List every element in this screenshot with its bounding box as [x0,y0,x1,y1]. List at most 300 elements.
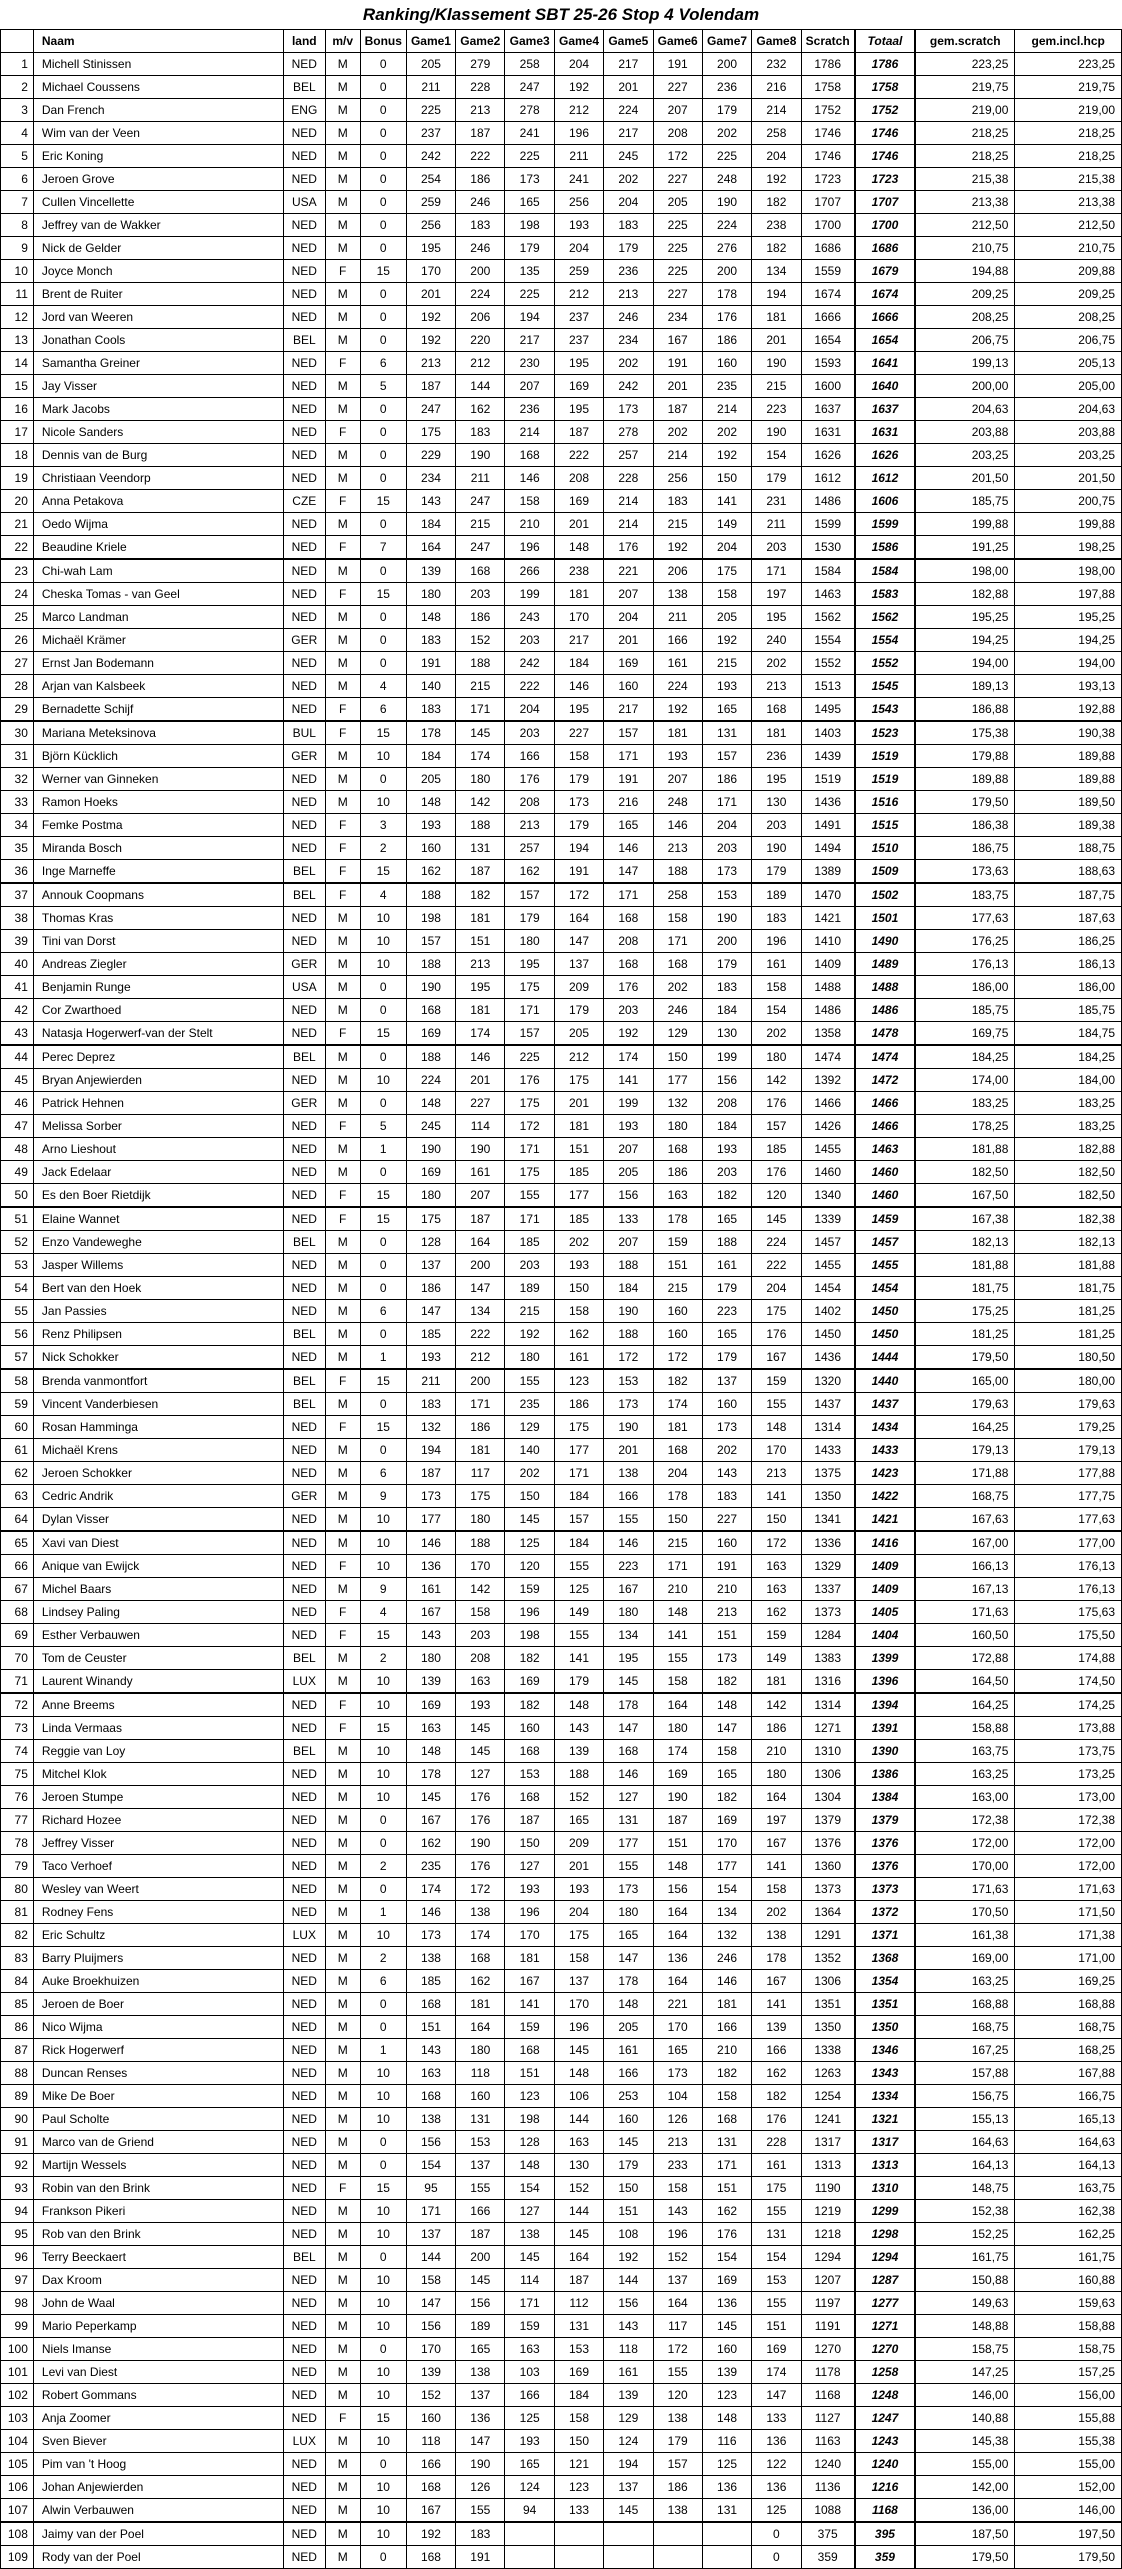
gender-cell: F [325,1555,360,1578]
rank-cell: 61 [1,1439,34,1462]
game3-cell: 155 [505,1184,554,1208]
game8-cell: 154 [752,444,801,467]
game7-cell: 165 [702,1207,751,1231]
player-name-cell: Thomas Kras [33,907,283,930]
avg-scratch-cell: 199,13 [915,352,1015,375]
game3-cell: 247 [505,76,554,99]
game8-cell: 240 [752,629,801,652]
bonus-cell: 0 [360,1277,406,1300]
table-row [1,2016,1122,2039]
scratch-cell: 1488 [801,976,855,999]
game7-cell: 131 [702,2131,751,2154]
game2-cell: 161 [456,1161,505,1184]
country-cell: NED [283,1901,325,1924]
avg-scratch-cell: 181,25 [915,1323,1015,1346]
gender-cell: M [325,606,360,629]
country-cell: BEL [283,860,325,884]
game1-cell: 180 [406,1647,455,1670]
game4-cell: 112 [554,2292,603,2315]
gender-cell: F [325,1207,360,1231]
country-cell: NED [283,930,325,953]
game1-cell: 183 [406,1393,455,1416]
player-name-cell: Ramon Hoeks [33,791,283,814]
game7-cell: 192 [702,444,751,467]
avg-hcp-cell: 194,00 [1015,652,1122,675]
total-cell: 1277 [855,2292,915,2315]
game6-cell: 155 [653,2361,702,2384]
avg-hcp-cell: 208,25 [1015,306,1122,329]
game2-cell: 187 [456,1207,505,1231]
bonus-cell: 10 [360,2085,406,2108]
game4-cell: 175 [554,1069,603,1092]
country-cell: NED [283,2223,325,2246]
country-cell: NED [283,1947,325,1970]
total-cell: 1599 [855,513,915,536]
country-cell: BEL [283,2246,325,2269]
bonus-cell: 0 [360,1393,406,1416]
avg-scratch-cell: 186,88 [915,698,1015,722]
gender-cell: M [325,2430,360,2453]
game6-cell: 207 [653,99,702,122]
game1-cell: 128 [406,1231,455,1254]
table-row [1,1439,1122,1462]
game3-cell: 181 [505,1947,554,1970]
game5-cell: 134 [604,1624,653,1647]
game2-cell: 176 [456,1855,505,1878]
gender-cell: F [325,1115,360,1138]
table-row [1,2223,1122,2246]
gender-cell: M [325,2522,360,2546]
game5-cell: 166 [604,1485,653,1508]
game3-cell: 146 [505,467,554,490]
game6-cell: 178 [653,1485,702,1508]
country-cell: NED [283,1970,325,1993]
game6-cell: 167 [653,329,702,352]
total-cell: 1509 [855,860,915,884]
gender-cell: M [325,1763,360,1786]
avg-hcp-cell: 158,88 [1015,2315,1122,2338]
player-name-cell: Jord van Weeren [33,306,283,329]
game5-cell: 153 [604,1369,653,1393]
game8-cell: 178 [752,1947,801,1970]
rank-cell: 76 [1,1786,34,1809]
game6-cell: 193 [653,745,702,768]
game1-cell: 198 [406,907,455,930]
country-cell: NED [283,2315,325,2338]
gender-cell: M [325,2246,360,2269]
gender-cell: M [325,53,360,76]
total-cell: 1271 [855,2315,915,2338]
game5-cell: 172 [604,1346,653,1370]
game3-cell: 193 [505,2430,554,2453]
game1-cell: 213 [406,352,455,375]
avg-hcp-cell: 198,25 [1015,536,1122,560]
bonus-cell: 10 [360,2315,406,2338]
avg-scratch-cell: 206,75 [915,329,1015,352]
rank-cell: 98 [1,2292,34,2315]
rank-cell: 81 [1,1901,34,1924]
gender-cell: M [325,629,360,652]
scratch-cell: 1304 [801,1786,855,1809]
game5-cell: 178 [604,1693,653,1717]
country-cell: NED [283,145,325,168]
total-cell: 1298 [855,2223,915,2246]
game8-cell: 155 [752,2292,801,2315]
total-cell: 1351 [855,1993,915,2016]
game6-cell: 204 [653,1462,702,1485]
gender-cell: M [325,745,360,768]
scratch-cell: 1178 [801,2361,855,2384]
gender-cell: F [325,883,360,907]
game3-cell: 257 [505,837,554,860]
avg-hcp-cell: 176,13 [1015,1578,1122,1601]
game1-cell: 166 [406,2453,455,2476]
country-cell: NED [283,306,325,329]
rank-cell: 79 [1,1855,34,1878]
avg-hcp-cell: 172,00 [1015,1855,1122,1878]
game8-cell: 181 [752,1670,801,1694]
gender-cell: M [325,1485,360,1508]
game7-cell: 200 [702,53,751,76]
avg-hcp-cell: 188,75 [1015,837,1122,860]
game1-cell: 160 [406,837,455,860]
game4-cell: 204 [554,237,603,260]
gender-cell: M [325,2223,360,2246]
game4-cell: 195 [554,398,603,421]
game8-cell: 181 [752,721,801,745]
rank-cell: 75 [1,1763,34,1786]
game6-cell: 225 [653,214,702,237]
player-name-cell: Jaimy van der Poel [33,2522,283,2546]
player-name-cell: John de Waal [33,2292,283,2315]
avg-scratch-cell: 189,13 [915,675,1015,698]
game8-cell: 142 [752,1693,801,1717]
table-row [1,976,1122,999]
avg-scratch-cell: 209,25 [915,283,1015,306]
bonus-cell: 3 [360,814,406,837]
game7-cell: 150 [702,467,751,490]
game4-cell: 148 [554,2062,603,2085]
game8-cell: 258 [752,122,801,145]
game6-cell: 150 [653,1045,702,1069]
player-name-cell: Dax Kroom [33,2269,283,2292]
game1-cell: 95 [406,2177,455,2200]
game8-cell: 203 [752,536,801,560]
game1-cell: 173 [406,1924,455,1947]
table-row [1,2499,1122,2523]
game6-cell: 168 [653,1439,702,1462]
game8-cell: 169 [752,2338,801,2361]
scratch-cell: 1409 [801,953,855,976]
game6-cell: 158 [653,1670,702,1694]
game1-cell: 175 [406,421,455,444]
rank-cell: 52 [1,1231,34,1254]
game8-cell: 131 [752,2223,801,2246]
bonus-cell: 15 [360,721,406,745]
game8-cell: 167 [752,1832,801,1855]
rank-cell: 43 [1,1022,34,1046]
game1-cell: 187 [406,375,455,398]
game4-cell: 175 [554,1416,603,1439]
rank-cell: 49 [1,1161,34,1184]
country-cell: NED [283,768,325,791]
gender-cell: M [325,2476,360,2499]
rank-cell: 27 [1,652,34,675]
total-cell: 1455 [855,1254,915,1277]
game2-cell: 188 [456,652,505,675]
game8-cell: 154 [752,2246,801,2269]
gender-cell: M [325,1045,360,1069]
game5-cell: 228 [604,467,653,490]
game1-cell: 229 [406,444,455,467]
game8-cell: 194 [752,283,801,306]
game1-cell: 174 [406,1878,455,1901]
total-cell: 1343 [855,2062,915,2085]
game8-cell: 134 [752,260,801,283]
scratch-cell: 1707 [801,191,855,214]
avg-hcp-cell: 155,00 [1015,2453,1122,2476]
game1-cell: 157 [406,930,455,953]
gender-cell: M [325,2039,360,2062]
scratch-cell: 1254 [801,2085,855,2108]
game3-cell: 192 [505,1323,554,1346]
game6-cell: 169 [653,1763,702,1786]
scratch-cell: 1316 [801,1670,855,1694]
game1-cell: 178 [406,1763,455,1786]
game5-cell: 217 [604,53,653,76]
avg-hcp-cell: 218,25 [1015,122,1122,145]
rank-cell: 95 [1,2223,34,2246]
game8-cell: 159 [752,1369,801,1393]
scratch-cell: 1513 [801,675,855,698]
bonus-cell: 0 [360,2131,406,2154]
country-cell: LUX [283,1670,325,1694]
game6-cell: 141 [653,1624,702,1647]
game4-cell: 172 [554,883,603,907]
game6-cell: 192 [653,536,702,560]
game2-cell: 174 [456,745,505,768]
game8-cell: 223 [752,398,801,421]
avg-hcp-cell: 198,00 [1015,559,1122,583]
scratch-cell: 1593 [801,352,855,375]
game4-cell: 185 [554,1161,603,1184]
table-row [1,1485,1122,1508]
scratch-cell: 1584 [801,559,855,583]
country-cell: NED [283,907,325,930]
game5-cell: 207 [604,583,653,606]
game3-cell: 171 [505,999,554,1022]
avg-hcp-cell: 168,88 [1015,1993,1122,2016]
rank-cell: 9 [1,237,34,260]
player-name-cell: Esther Verbauwen [33,1624,283,1647]
scratch-cell: 1600 [801,375,855,398]
game8-cell: 189 [752,883,801,907]
game6-cell: 227 [653,76,702,99]
avg-scratch-cell: 164,63 [915,2131,1015,2154]
avg-hcp-cell: 160,88 [1015,2269,1122,2292]
game2-cell: 200 [456,1254,505,1277]
table-row [1,2246,1122,2269]
table-row [1,1369,1122,1393]
game5-cell: 242 [604,375,653,398]
total-cell: 1463 [855,1138,915,1161]
game4-cell: 201 [554,513,603,536]
game3-cell: 194 [505,306,554,329]
bonus-cell: 6 [360,1300,406,1323]
player-name-cell: Ernst Jan Bodemann [33,652,283,675]
game2-cell: 164 [456,2016,505,2039]
game6-cell: 160 [653,1323,702,1346]
player-name-cell: Rody van der Poel [33,2546,283,2569]
bonus-cell: 0 [360,652,406,675]
game2-cell: 183 [456,214,505,237]
game3-cell: 168 [505,2039,554,2062]
game2-cell: 131 [456,2108,505,2131]
scratch-cell: 1455 [801,1138,855,1161]
gender-cell: M [325,2016,360,2039]
country-cell: NED [283,375,325,398]
game6-cell: 182 [653,1369,702,1393]
bonus-cell: 0 [360,191,406,214]
rank-cell: 36 [1,860,34,884]
game3-cell: 242 [505,652,554,675]
scratch-cell: 1786 [801,53,855,76]
player-name-cell: Joyce Monch [33,260,283,283]
avg-hcp-cell: 177,63 [1015,1508,1122,1532]
game2-cell: 160 [456,2085,505,2108]
game1-cell: 259 [406,191,455,214]
game7-cell: 158 [702,2085,751,2108]
game7-cell: 190 [702,907,751,930]
gender-cell: F [325,860,360,884]
game4-cell: 181 [554,1115,603,1138]
total-cell: 1313 [855,2154,915,2177]
avg-hcp-cell: 219,75 [1015,76,1122,99]
country-cell: NED [283,2338,325,2361]
avg-scratch-cell: 152,25 [915,2223,1015,2246]
table-row [1,1508,1122,1532]
game3-cell: 225 [505,1045,554,1069]
gender-cell: M [325,467,360,490]
player-name-cell: Arjan van Kalsbeek [33,675,283,698]
table-row [1,1231,1122,1254]
game4-cell: 237 [554,306,603,329]
gender-cell: M [325,1531,360,1555]
game3-cell: 182 [505,1693,554,1717]
rank-cell: 32 [1,768,34,791]
country-cell: NED [283,1693,325,1717]
scratch-cell: 1426 [801,1115,855,1138]
avg-scratch-cell: 218,25 [915,145,1015,168]
avg-scratch-cell: 176,13 [915,953,1015,976]
country-cell: NED [283,398,325,421]
scratch-cell: 1375 [801,1462,855,1485]
scratch-cell: 1599 [801,513,855,536]
game4-cell: 201 [554,1092,603,1115]
game2-cell: 187 [456,2223,505,2246]
bonus-cell: 10 [360,2522,406,2546]
avg-scratch-cell: 163,00 [915,1786,1015,1809]
game8-cell: 162 [752,1601,801,1624]
table-row [1,145,1122,168]
total-cell: 1444 [855,1346,915,1370]
game2-cell: 207 [456,1184,505,1208]
gender-cell: M [325,99,360,122]
game7-cell: 181 [702,1993,751,2016]
avg-scratch-cell: 172,88 [915,1647,1015,1670]
gender-cell: M [325,1323,360,1346]
game2-cell: 145 [456,1717,505,1740]
game6-cell: 129 [653,1022,702,1046]
country-cell: NED [283,214,325,237]
rank-cell: 58 [1,1369,34,1393]
rank-cell: 38 [1,907,34,930]
game7-cell: 116 [702,2430,751,2453]
game1-cell: 136 [406,1555,455,1578]
country-cell: NED [283,837,325,860]
game7-cell: 223 [702,1300,751,1323]
bonus-cell: 0 [360,283,406,306]
total-cell: 1746 [855,145,915,168]
table-row [1,2177,1122,2200]
country-cell: NED [283,260,325,283]
scratch-cell: 1310 [801,1740,855,1763]
game8-cell: 175 [752,1300,801,1323]
bonus-cell: 0 [360,629,406,652]
game6-cell: 171 [653,1555,702,1578]
game5-cell: 146 [604,1531,653,1555]
total-cell: 1433 [855,1439,915,1462]
game2-cell: 181 [456,999,505,1022]
game5-cell: 253 [604,2085,653,2108]
game3-cell: 210 [505,513,554,536]
scratch-cell: 1466 [801,1092,855,1115]
gender-cell: F [325,490,360,513]
country-cell: NED [283,237,325,260]
game8-cell: 142 [752,1069,801,1092]
avg-scratch-cell: 194,25 [915,629,1015,652]
country-cell: NED [283,1277,325,1300]
player-name-cell: Enzo Vandeweghe [33,1231,283,1254]
rank-cell: 42 [1,999,34,1022]
game2-cell: 162 [456,398,505,421]
total-cell: 1474 [855,1045,915,1069]
avg-scratch-cell: 168,75 [915,1485,1015,1508]
scratch-cell: 1450 [801,1323,855,1346]
avg-scratch-cell: 223,25 [915,53,1015,76]
scratch-cell: 1364 [801,1901,855,1924]
game5-cell: 193 [604,1115,653,1138]
game6-cell: 248 [653,791,702,814]
game5-cell [604,2522,653,2546]
rank-cell: 72 [1,1693,34,1717]
game3-cell: 180 [505,930,554,953]
bonus-cell: 0 [360,398,406,421]
game8-cell: 175 [752,2177,801,2200]
game7-cell: 202 [702,1439,751,1462]
total-cell: 1666 [855,306,915,329]
scratch-cell: 1350 [801,1485,855,1508]
game4-cell: 222 [554,444,603,467]
table-row [1,352,1122,375]
avg-scratch-cell: 169,75 [915,1022,1015,1046]
avg-hcp-cell: 152,00 [1015,2476,1122,2499]
bonus-cell: 6 [360,1462,406,1485]
table-row [1,1670,1122,1694]
game3-cell: 203 [505,629,554,652]
country-cell: LUX [283,1924,325,1947]
game2-cell: 208 [456,1647,505,1670]
